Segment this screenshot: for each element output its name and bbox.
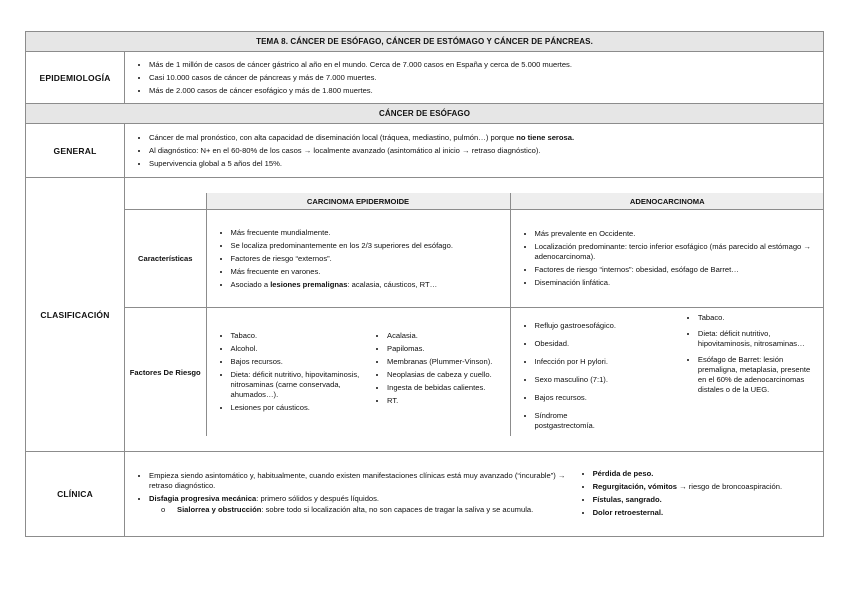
list-item: • Diseminación linfática.	[535, 278, 821, 288]
sub-list	[149, 505, 573, 515]
list-item: • Casi 10.000 casos de cáncer de páncreas y más de 7.000 muertes.	[149, 73, 819, 83]
list	[515, 229, 821, 288]
caracteristicas-label: Características	[125, 210, 206, 308]
list-item: • Más frecuente mundialmente.	[231, 228, 506, 238]
list-item: • Asociado a lesiones premalignas: acalasia, cáusticos, RT…	[231, 280, 506, 290]
list-item: • Tabaco.	[698, 313, 820, 323]
list-item: • Empieza siendo asintomático y, habitualmente, cuando existen manifestaciones clínicas está muy avanzado (“incurable”) → retraso diagnóstico.	[149, 471, 573, 491]
list-item: • Neoplasias de cabeza y cuello.	[387, 370, 506, 380]
list-item: • Factores de riesgo “internos”: obesidad, esófago de Barret…	[535, 265, 821, 275]
adenocarcinoma-header: ADENOCARCINOMA	[510, 193, 824, 210]
list-item: • Factores de riesgo “externos”.	[231, 254, 506, 264]
list-item: • Esófago de Barret: lesión premaligna, metaplasia, presente en el 60% de adenocarcinomas distales o de la UEG.	[698, 355, 820, 395]
list-item: • Regurgitación, vómitos → riesgo de broncoaspiración.	[593, 482, 819, 492]
list-item: • Síndrome postgastrectomía.	[535, 411, 615, 431]
factores-epidermoide	[206, 308, 510, 437]
list-item: • Infección por H pylori.	[535, 357, 678, 367]
list	[211, 331, 368, 413]
list-item: • Papilomas.	[387, 344, 506, 354]
list-item: • Más frecuente en varones.	[231, 267, 506, 277]
list	[211, 228, 506, 290]
clinica-content	[125, 452, 824, 537]
list-item: • Bajos recursos.	[231, 357, 368, 367]
clinica-label: CLÍNICA	[26, 452, 125, 537]
list-item: • Al diagnóstico: N+ en el 60-80% de los casos → localmente avanzado (asintomático al inicio → retraso diagnóstico).	[149, 146, 819, 156]
list-item: • Más prevalente en Occidente.	[535, 229, 821, 239]
list-item: • Lesiones por cáusticos.	[231, 403, 368, 413]
list-item: • Pérdida de peso.	[593, 469, 819, 479]
epidemiologia-content	[125, 52, 824, 104]
document-title: TEMA 8. CÁNCER DE ESÓFAGO, CÁNCER DE ESTÓMAGO Y CÁNCER DE PÁNCREAS.	[26, 32, 824, 52]
list-item: • Cáncer de mal pronóstico, con alta capacidad de diseminación local (tráquea, mediastino, pulmón…) porque no tiene serosa.	[149, 133, 819, 143]
list-item: • Localización predominante: tercio inferior esofágico (más parecido al estómago → adenocarcinoma).	[535, 242, 821, 262]
clinica-right-list	[573, 469, 819, 518]
list-item: • Dieta: déficit nutritivo, hipovitaminosis, nitrosaminas (carne conservada, ahumados…).	[231, 370, 368, 400]
list-item: • Dieta: déficit nutritivo, hipovitaminosis, nitrosaminas…	[698, 329, 820, 349]
sub-list-item: o Sialorrea y obstrucción: sobre todo si localización alta, no son capaces de tragar la saliva y se acumula.	[161, 505, 573, 515]
list-item: • Tabaco.	[231, 331, 368, 341]
epidemiologia-label: EPIDEMIOLOGÍA	[26, 52, 125, 104]
list-item: • Acalasia.	[387, 331, 506, 341]
list	[678, 313, 820, 395]
general-label: GENERAL	[26, 124, 125, 178]
clasificacion-content	[125, 178, 824, 452]
list-item: • Supervivencia global a 5 años del 15%.	[149, 159, 819, 169]
list-item: • RT.	[387, 396, 506, 406]
list-item: • Más de 1 millón de casos de cáncer gástrico al año en el mundo. Cerca de 7.000 casos en España y cerca de 5.000 muertes.	[149, 60, 819, 70]
caracteristicas-epidermoide	[206, 210, 510, 308]
factores-adenocarcinoma	[510, 308, 824, 437]
list-item: • Reflujo gastroesofágico.	[535, 321, 678, 331]
list-item: • Sexo masculino (7:1).	[535, 375, 678, 385]
summary-table	[25, 31, 824, 537]
general-list	[129, 133, 819, 169]
factores-label: Factores De Riesgo	[125, 308, 206, 437]
caracteristicas-adenocarcinoma	[510, 210, 824, 308]
list-item: • Disfagia progresiva mecánica: primero sólidos y después líquidos. o Sialorrea y obstrucción: sobre todo si localización alta, no son capaces de tragar la saliva y se acumula.	[149, 494, 573, 515]
general-content	[125, 124, 824, 178]
list-item: • Ingesta de bebidas calientes.	[387, 383, 506, 393]
list-item: • Membranas (Plummer-Vinson).	[387, 357, 506, 367]
list-item: • Obesidad.	[535, 339, 678, 349]
list-item: • Dolor retroesternal.	[593, 508, 819, 518]
clasificacion-table	[125, 193, 824, 436]
epidemiologia-list	[129, 60, 819, 96]
clinica-list	[129, 471, 573, 515]
epidermoide-header: CARCINOMA EPIDERMOIDE	[206, 193, 510, 210]
section-title: CÁNCER DE ESÓFAGO	[26, 104, 824, 124]
document-page	[25, 31, 823, 537]
list	[515, 321, 678, 431]
list-item: • Alcohol.	[231, 344, 368, 354]
list-item: • Se localiza predominantemente en los 2/3 superiores del esófago.	[231, 241, 506, 251]
list-item: • Más de 2.000 casos de cáncer esofágico y más de 1.800 muertes.	[149, 86, 819, 96]
list-item: • Bajos recursos.	[535, 393, 678, 403]
list-item: • Fístulas, sangrado.	[593, 495, 819, 505]
clasificacion-label: CLASIFICACIÓN	[26, 178, 125, 452]
list	[367, 331, 506, 406]
